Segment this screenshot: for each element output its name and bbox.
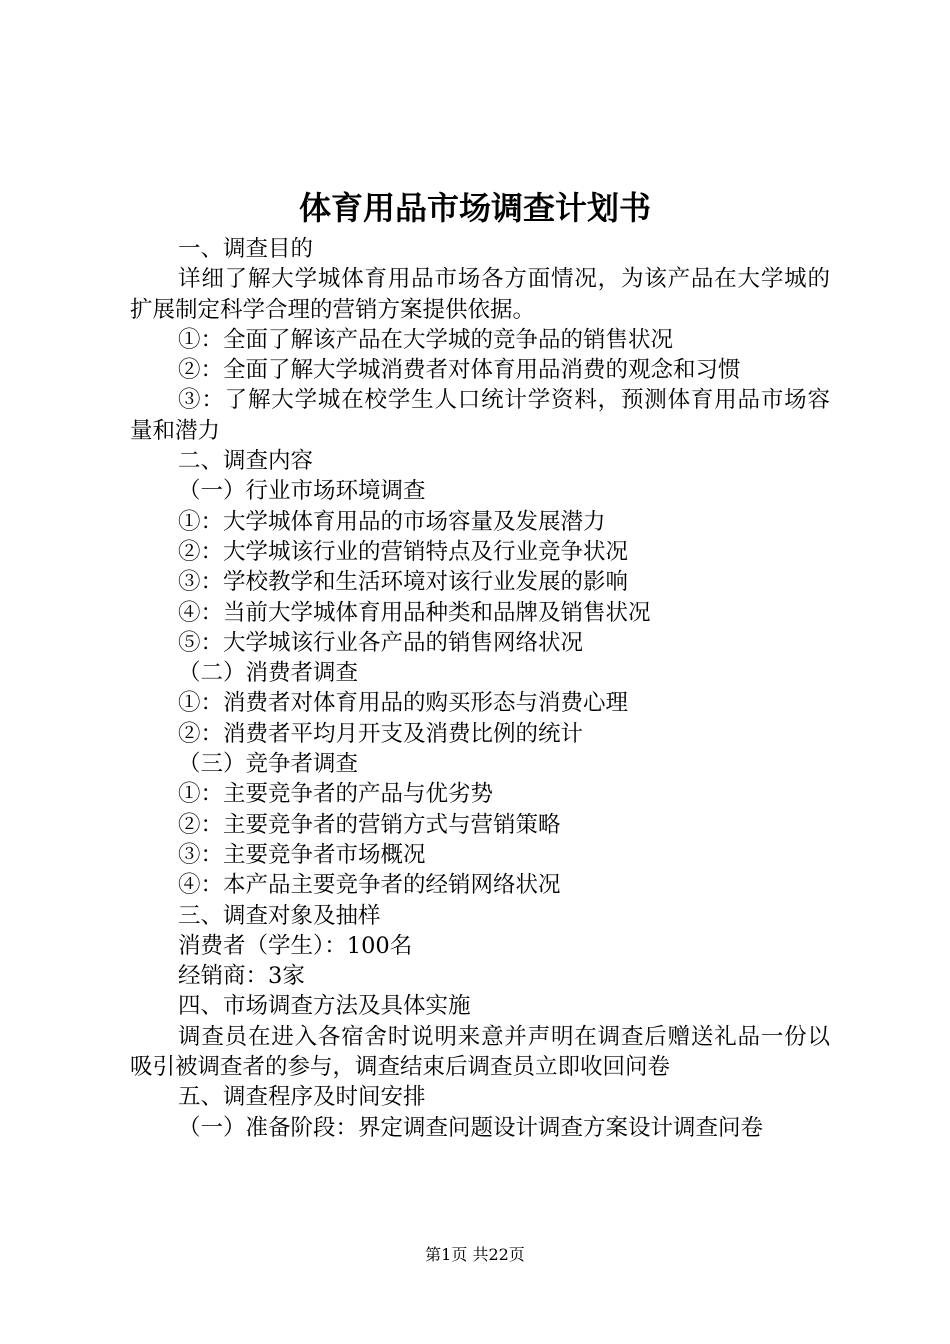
list-item: ②：大学城该行业的营销特点及行业竞争状况 <box>178 538 629 565</box>
list-item: ③：学校教学和生活环境对该行业发展的影响 <box>178 569 629 596</box>
list-item: ①：主要竞争者的产品与优劣势 <box>178 781 494 808</box>
document-title: 体育用品市场调查计划书 <box>298 189 651 227</box>
sample-consumers: 消费者（学生）：100名 <box>178 932 413 959</box>
list-item: ②：消费者平均月开支及消费比例的统计 <box>178 720 584 747</box>
list-item: ②：主要竞争者的营销方式与营销策略 <box>178 811 561 838</box>
subsection-heading: （三）竞争者调查 <box>178 751 359 778</box>
list-item: ①：消费者对体育用品的购买形态与消费心理 <box>178 690 629 717</box>
document-body <box>130 234 830 1143</box>
list-item: ②：全面了解大学城消费者对体育用品消费的观念和习惯 <box>178 357 741 384</box>
list-item: ⑤：大学城该行业各产品的销售网络状况 <box>178 629 584 656</box>
sample-dealers: 经销商：3家 <box>178 963 305 990</box>
list-item: ③：主要竞争者市场概况 <box>178 841 426 868</box>
subsection-heading: （一）行业市场环境调查 <box>178 478 426 505</box>
list-item: ④：本产品主要竞争者的经销网络状况 <box>178 872 561 899</box>
section-heading: 三、调查对象及抽样 <box>178 902 381 929</box>
paragraph: 调查员在进入各宿舍时说明来意并声明在调查后赠送礼品一份以吸引被调查者的参与，调查结束后调查员立即收回问卷 <box>130 1023 830 1081</box>
section-heading: 四、市场调查方法及具体实施 <box>178 993 471 1020</box>
section-heading: 一、调查目的 <box>178 236 314 262</box>
list-item: ③：了解大学城在校学生人口统计学资料，预测体育用品市场容量和潜力 <box>130 387 830 444</box>
list-item: ④：当前大学城体育用品种类和品牌及销售状况 <box>178 599 651 626</box>
paragraph: 详细了解大学城体育用品市场各方面情况，为该产品在大学城的扩展制定科学合理的营销方案提供依据。 <box>130 266 830 323</box>
list-item: ①：大学城体育用品的市场容量及发展潜力 <box>178 508 606 535</box>
list-item: ①：全面了解该产品在大学城的竞争品的销售状况 <box>178 326 674 353</box>
section-heading: 五、调查程序及时间安排 <box>178 1084 426 1111</box>
paragraph: （一）准备阶段：界定调查问题设计调查方案设计调查问卷 <box>178 1114 764 1141</box>
section-heading: 二、调查内容 <box>178 448 314 475</box>
subsection-heading: （二）消费者调查 <box>178 660 359 687</box>
page-number: 第1页 共22页 <box>425 1245 525 1264</box>
